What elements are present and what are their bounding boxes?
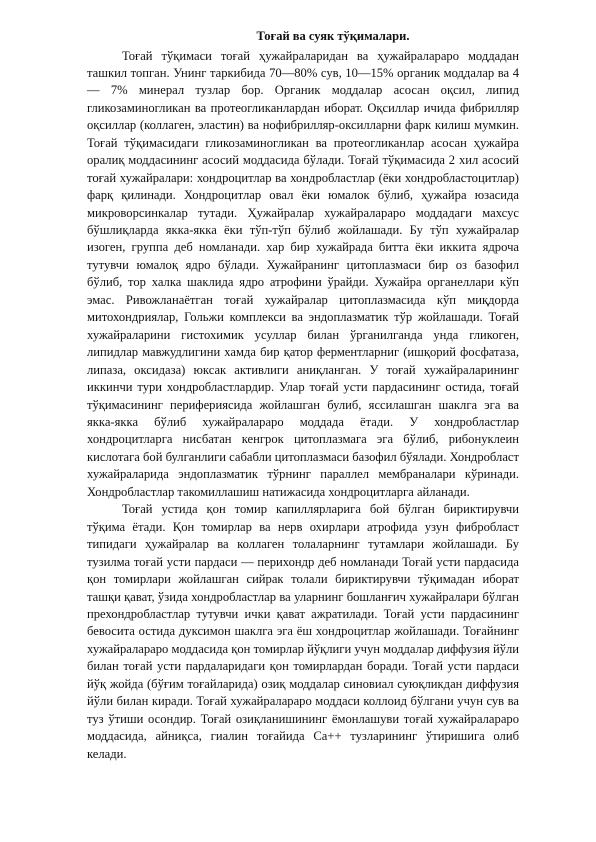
paragraph-2: Тоғай устида қон томир капиллярларига бой бўлган бириктирувчи тўқима ётади. Қон томирлар ва нерв охирлари атрофида узун фибробласт типидаги ҳужайралар ва коллаген толаларнинг тутамлари жойлашади. Бу тузилма тоғай усти пардаси — перихондр деб номланади Тоғай усти пардасида қон томирлари жойлашган сийрак толали бириктирувчи тўқимадан иборат ташқи қават, ўзида хондробластлар ва уларнинг бошланғич хужайралари бўлган прехондробластлар тутувчи ички қават ажратилади. Тоғай усти пардасининг бевосита остида дуксимон шаклга эга ёш хондроцитлар жойлашади. Тоғайнинг хужайралараро моддасида қон томирлар йўқлиги учун моддалар диффузия йўли билан тоғай усти пардаларидаги қон томирлардан боради. Тоғай усти пардаси йўқ жойда (бўғим тоғайларида) озиқ моддалар синовиал суюқликдан диффузия йўли билан киради. Тоғай хужайралараро моддаси коллоид бўлгани учун сув ва туз ўтиши осондир. Тоғай озиқланишининг ёмонлашуви тоғай хужайралараро моддасида, айниқса, гиалин тоғайида Са++ тузларининг ўтиришига олиб келади. [87,502,519,761]
document-page [87,28,519,763]
document-title: Тоғай ва суяк тўқималари. [256,29,410,43]
paragraph-1: Тоғай тўқимаси тоғай ҳужайраларидан ва ҳужайралараро моддадан ташкил топган. Унинг таркибида 70—80% сув, 10—15% органик моддалар ва 4— 7% минерал тузлар бор. Органик моддалар асосан оқсил, липид гликозаминогликан ва протеогликанлардан иборат. Оқсиллар ичида фибрилляр оқсиллар (коллаген, эластин) ва нофибрилляр-оксилларни фарк килиш мумкин. Тоғай тўқимасидаги гликозаминогликан ва протеогликанлар асосан ҳужайра оралиқ моддасининг асосий моддасида бўлади. Тоғай тўқимасида 2 хил асосий тоғай хужайралари: хондроцитлар ва хондробластлар (ёки хондробластоцитлар) фарқ қилинади. Хондроцитлар овал ёки юмалок бўлиб, ҳужайра юзасида микроворсинкалар тутади. Ҳужайралар хужайралараро моддадаги махсус бўшлиқларда якка-якка ёки тўп-тўп бўлиб жойлашади. Бу тўп хужайралар изоген, группа деб номланади. хар бир хужайрада битта ёки иккита ядроча тутувчи юмалоқ ядро бўлади. Хужайранинг цитоплазмаси бир оз базофил бўлиб, тор халка шаклида ядро атрофини ўрайди. Хужайра органеллари кўп эмас. Ривожланаётган тоғай хужайралар цитоплазмасида кўп миқдорда митохондриялар, Гольжи комплекси ва эндоплазматик тўр жойлашади. Тоғай хужайраларини гистохимик усуллар билан ўрганилганда унда гликоген, липидлар мавжудлигини хамда бир қатор ферментларниг (ишқорий фосфатаза, липаза, оксидаза) юксак активлиги аниқланган. У тоғай хужайраларининг иккинчи тури хондробластлардир. Улар тоғай усти пардасининг остида, тоғай тўқимасининг периферияcида жойлашган булиб, яссилашган шаклга эга ва якка-якка бўлиб хужайралараро моддада ётади. У хондробластлар хондроцитларга нисбатан кенгрок цитоплазмага эга бўлиб, рибонуклеин кислотага бой булганлиги сабабли цитоплазмаси базофил бўялади. Хондробласт хужайраларида эндоплазматик тўрнинг параллел мембраналари кўринади. Хондробластлар такомиллашиш натижасида хондроцитларга айланади. [87,48,519,499]
